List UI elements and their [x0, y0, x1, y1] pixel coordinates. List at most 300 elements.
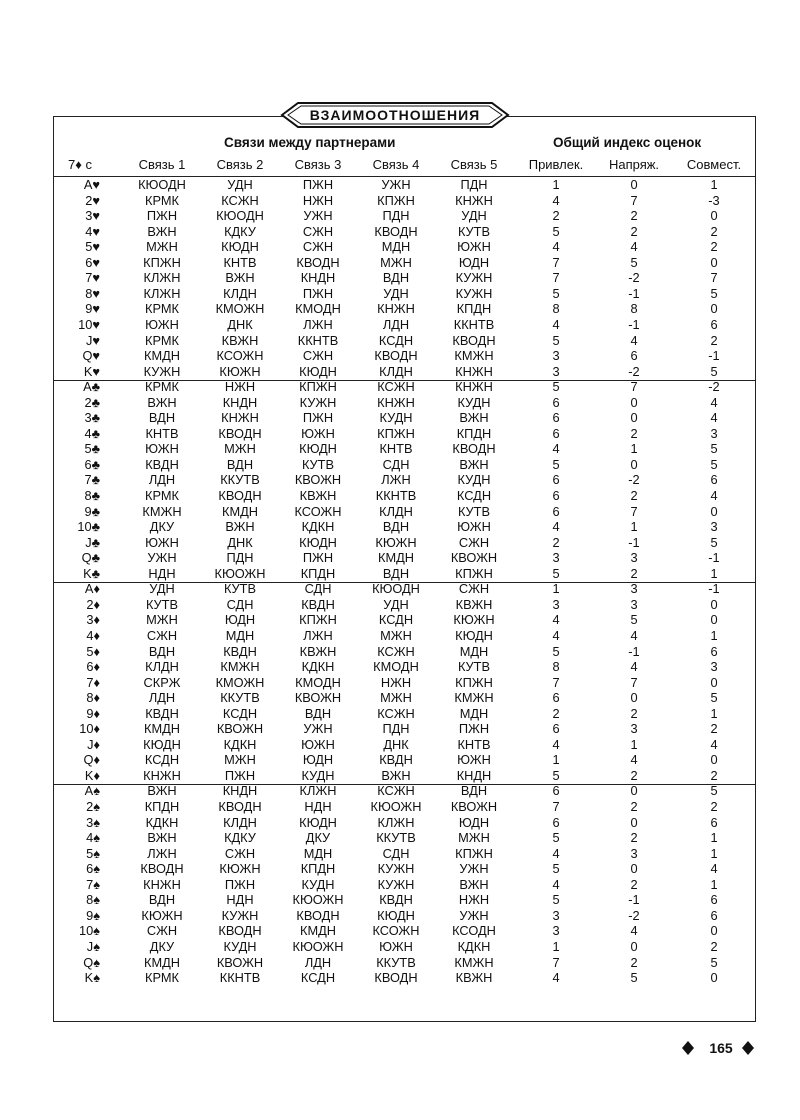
- cell-link5: КВОЖН: [450, 550, 498, 566]
- cell-link3: КВЖН: [299, 643, 337, 659]
- cell-link3: ПЖН: [302, 410, 334, 426]
- cell-link5: КВЖН: [455, 970, 493, 986]
- cell-link2: ВДН: [226, 456, 254, 472]
- cell-card: A♠: [84, 783, 100, 799]
- cell-compatibility: 2: [710, 767, 718, 783]
- cell-link2: КВОЖН: [216, 954, 264, 970]
- cell-link1: КМЖН: [142, 503, 182, 519]
- cell-card: 7♦: [86, 674, 100, 690]
- cell-card: 9♦: [86, 705, 100, 721]
- cell-tension: -2: [628, 363, 640, 379]
- cell-link4: ЛЖН: [381, 472, 411, 488]
- cell-attraction: 3: [552, 550, 560, 566]
- cell-card: 7♣: [84, 472, 100, 488]
- cell-link1: ВЖН: [147, 223, 177, 239]
- cell-link2: ККУТВ: [220, 472, 260, 488]
- cell-link3: КВДН: [301, 596, 335, 612]
- cell-compatibility: 5: [710, 783, 718, 799]
- cell-link1: НДН: [148, 565, 176, 581]
- cell-link2: КДКУ: [224, 830, 256, 846]
- cell-link2: КНДН: [222, 394, 258, 410]
- cell-link4: КСЖН: [377, 705, 415, 721]
- cell-compatibility: 0: [710, 503, 718, 519]
- cell-card: 10♠: [78, 923, 100, 939]
- cell-tension: 0: [630, 410, 638, 426]
- cell-link2: КМОЖН: [215, 674, 265, 690]
- cell-link4: КНТВ: [379, 441, 413, 457]
- cell-tension: 0: [630, 861, 638, 877]
- cell-link3: ККНТВ: [297, 332, 339, 348]
- cell-link3: КСДН: [300, 970, 336, 986]
- cell-link3: КВОДН: [296, 907, 340, 923]
- cell-attraction: 7: [552, 799, 560, 814]
- cell-link4: КСОЖН: [372, 923, 420, 939]
- cell-link1: КЛДН: [145, 659, 179, 675]
- cell-link1: КЮДН: [143, 736, 181, 752]
- cell-compatibility: 1: [710, 876, 718, 892]
- cell-attraction: 4: [552, 441, 560, 457]
- cell-compatibility: 6: [710, 814, 718, 830]
- cell-card: Q♠: [83, 954, 100, 970]
- cell-link5: КУТВ: [457, 659, 491, 675]
- cell-link4: ВЖН: [381, 767, 411, 783]
- cell-attraction: 3: [552, 923, 560, 939]
- cell-link3: КВОЖН: [294, 690, 342, 706]
- cell-compatibility: 2: [710, 721, 718, 737]
- cell-attraction: 4: [552, 627, 560, 643]
- cell-attraction: 2: [552, 534, 560, 550]
- cell-attraction: 6: [552, 410, 560, 426]
- cell-attraction: 5: [552, 379, 560, 395]
- cell-link4: УЖН: [381, 177, 411, 192]
- cell-link1: КЮЖН: [141, 907, 183, 923]
- cell-tension: 6: [630, 348, 638, 364]
- cell-compatibility: 2: [710, 799, 718, 814]
- cell-compatibility: 2: [710, 239, 718, 255]
- cell-attraction: 5: [552, 565, 560, 581]
- cell-attraction: 3: [552, 348, 560, 364]
- cell-link1: ЮЖН: [145, 534, 179, 550]
- cell-card: J♦: [87, 736, 100, 752]
- cell-card: 3♠: [86, 814, 100, 830]
- cell-link4: КНЖН: [377, 394, 415, 410]
- cell-link1: ДКУ: [149, 938, 175, 954]
- cell-link2: КМОЖН: [215, 301, 265, 317]
- cell-link5: КУДН: [457, 394, 491, 410]
- cell-link4: КУЖН: [377, 861, 415, 877]
- cell-attraction: 4: [552, 876, 560, 892]
- cell-card: 9♣: [84, 503, 100, 519]
- cell-attraction: 5: [552, 332, 560, 348]
- cell-link3: НЖН: [302, 192, 334, 208]
- cell-attraction: 5: [552, 861, 560, 877]
- cell-link2: ПДН: [226, 550, 254, 566]
- cell-compatibility: 4: [710, 736, 718, 752]
- col-header-card: 7♦ с: [68, 157, 92, 172]
- cell-card: 6♦: [86, 659, 100, 675]
- cell-link2: КНТВ: [223, 254, 257, 270]
- cell-link5: УЖН: [459, 861, 489, 877]
- cell-compatibility: 6: [710, 892, 718, 908]
- cell-link5: КМЖН: [454, 690, 494, 706]
- cell-link2: ВЖН: [225, 270, 255, 286]
- cell-link5: ВЖН: [459, 876, 489, 892]
- cell-link2: КВОДН: [218, 799, 262, 814]
- cell-link3: ЮДН: [302, 752, 334, 768]
- cell-compatibility: 0: [710, 596, 718, 612]
- cell-link1: ЛДН: [148, 472, 176, 488]
- cell-link5: КПДН: [456, 301, 492, 317]
- cell-attraction: 7: [552, 254, 560, 270]
- cell-tension: 2: [630, 767, 638, 783]
- cell-link1: КЮОДН: [138, 177, 186, 192]
- cell-link2: КЮОДН: [216, 208, 264, 224]
- cell-link4: КСЖН: [377, 783, 415, 799]
- cell-link2: ДНК: [227, 534, 253, 550]
- cell-link2: КДКУ: [224, 223, 256, 239]
- cell-tension: 3: [630, 550, 638, 566]
- cell-link3: НДН: [304, 799, 332, 814]
- cell-link2: ККУТВ: [220, 690, 260, 706]
- cell-compatibility: 5: [710, 456, 718, 472]
- cell-link4: КЮДН: [377, 907, 415, 923]
- cell-link4: ЮЖН: [379, 938, 413, 954]
- cell-link2: КЛДН: [223, 285, 257, 301]
- cell-card: Q♥: [82, 348, 100, 364]
- cell-link5: ЮЖН: [457, 519, 491, 535]
- cell-link4: КВДН: [379, 892, 413, 908]
- cell-tension: 0: [630, 938, 638, 954]
- cell-compatibility: 0: [710, 612, 718, 628]
- cell-link5: КНЖН: [455, 192, 493, 208]
- cell-link2: КУДН: [223, 938, 257, 954]
- cell-link1: ПЖН: [146, 208, 178, 224]
- cell-tension: 4: [630, 627, 638, 643]
- cell-link2: КЮДН: [221, 239, 259, 255]
- cell-tension: 2: [630, 223, 638, 239]
- cell-link2: КМЖН: [220, 659, 260, 675]
- cell-attraction: 2: [552, 705, 560, 721]
- col-header-attraction: Привлек.: [528, 157, 584, 172]
- cell-link3: СДН: [304, 581, 332, 597]
- cell-link3: КДКН: [301, 659, 335, 675]
- cell-card: A♥: [83, 177, 100, 192]
- cell-compatibility: 6: [710, 643, 718, 659]
- cell-link3: КЮДН: [299, 814, 337, 830]
- cell-link4: КЛДН: [379, 503, 413, 519]
- cell-attraction: 6: [552, 690, 560, 706]
- cell-attraction: 2: [552, 208, 560, 224]
- cell-attraction: 4: [552, 316, 560, 332]
- cell-attraction: 6: [552, 721, 560, 737]
- cell-link1: ВДН: [148, 643, 176, 659]
- cell-link2: КЛДН: [223, 814, 257, 830]
- cell-attraction: 4: [552, 192, 560, 208]
- cell-link1: КЛЖН: [143, 285, 181, 301]
- cell-link3: УЖН: [303, 721, 333, 737]
- cell-card: 2♦: [86, 596, 100, 612]
- cell-link3: КУТВ: [301, 456, 335, 472]
- cell-link5: КВОДН: [452, 332, 496, 348]
- cell-link2: ЮДН: [224, 612, 256, 628]
- cell-tension: -2: [628, 472, 640, 488]
- cell-link5: КВОЖН: [450, 799, 498, 814]
- cell-link4: КПЖН: [377, 192, 415, 208]
- cell-link5: КВЖН: [455, 596, 493, 612]
- cell-tension: 1: [630, 519, 638, 535]
- cell-tension: 2: [630, 799, 638, 814]
- cell-link5: КЮЖН: [453, 612, 495, 628]
- cell-attraction: 6: [552, 394, 560, 410]
- cell-link2: КНЖН: [221, 410, 259, 426]
- cell-attraction: 4: [552, 612, 560, 628]
- cell-attraction: 5: [552, 285, 560, 301]
- cell-card: 8♥: [85, 285, 100, 301]
- cell-link2: МЖН: [224, 752, 256, 768]
- cell-attraction: 6: [552, 503, 560, 519]
- cell-attraction: 4: [552, 845, 560, 861]
- cell-link2: КМДН: [221, 503, 259, 519]
- cell-link1: КСДН: [144, 752, 180, 768]
- cell-link5: КУЖН: [455, 285, 493, 301]
- cell-compatibility: 0: [710, 674, 718, 690]
- cell-link3: КМОДН: [295, 301, 341, 317]
- col-header-tension: Напряж.: [608, 157, 660, 172]
- cell-link1: КПЖН: [143, 254, 181, 270]
- cell-card: 5♦: [86, 643, 100, 659]
- cell-link3: КПДН: [300, 861, 336, 877]
- cell-link4: КВОДН: [374, 223, 418, 239]
- links-heading: Связи между партнерами: [224, 135, 396, 150]
- cell-link4: КВОДН: [374, 348, 418, 364]
- cell-compatibility: 2: [710, 332, 718, 348]
- cell-compatibility: 1: [710, 565, 718, 581]
- cell-link4: СДН: [382, 845, 410, 861]
- cell-link4: ВДН: [382, 270, 410, 286]
- cell-link1: ВЖН: [147, 830, 177, 846]
- cell-link2: КСДН: [222, 705, 258, 721]
- cell-link3: КЮДН: [299, 363, 337, 379]
- cell-link4: ПДН: [382, 208, 410, 224]
- cell-link3: КДКН: [301, 519, 335, 535]
- cell-link3: КЮДН: [299, 441, 337, 457]
- cell-link4: КСДН: [378, 612, 414, 628]
- cell-link4: КМДН: [377, 550, 415, 566]
- cell-tension: 2: [630, 488, 638, 503]
- cell-card: 2♥: [85, 192, 100, 208]
- cell-link5: КНЖН: [455, 379, 493, 395]
- cell-link5: ЮДН: [458, 254, 490, 270]
- cell-link3: ЮЖН: [301, 736, 335, 752]
- cell-link4: КЮОЖН: [370, 799, 422, 814]
- cell-card: 4♥: [85, 223, 100, 239]
- cell-link4: КНЖН: [377, 301, 415, 317]
- cell-link1: КПДН: [144, 799, 180, 814]
- cell-card: 8♠: [86, 892, 100, 908]
- cell-link4: ПДН: [382, 721, 410, 737]
- cell-tension: 2: [630, 208, 638, 224]
- cell-link1: МЖН: [146, 239, 178, 255]
- cell-link1: КРМК: [145, 970, 179, 986]
- cell-link4: ВДН: [382, 565, 410, 581]
- cell-compatibility: 0: [710, 254, 718, 270]
- cell-compatibility: 5: [710, 954, 718, 970]
- cell-link2: КНДН: [222, 783, 258, 799]
- cell-link4: КУЖН: [377, 876, 415, 892]
- cell-tension: 4: [630, 752, 638, 768]
- cell-link3: КУДН: [301, 767, 335, 783]
- cell-card: 6♠: [86, 861, 100, 877]
- cell-card: K♦: [84, 767, 100, 783]
- cell-compatibility: 5: [710, 441, 718, 457]
- cell-link5: ЮЖН: [457, 239, 491, 255]
- cell-link2: СЖН: [224, 845, 256, 861]
- cell-card: 2♣: [84, 394, 100, 410]
- cell-compatibility: 3: [710, 425, 718, 441]
- cell-link3: КЮДН: [299, 534, 337, 550]
- cell-link2: КВОДН: [218, 488, 262, 503]
- cell-card: 7♥: [85, 270, 100, 286]
- cell-tension: 0: [630, 456, 638, 472]
- cell-link1: КРМК: [145, 332, 179, 348]
- cell-link4: ККНТВ: [375, 488, 417, 503]
- cell-attraction: 5: [552, 892, 560, 908]
- cell-link2: ПЖН: [224, 767, 256, 783]
- cell-card: Q♦: [83, 752, 100, 768]
- cell-link1: КУТВ: [145, 596, 179, 612]
- cell-tension: 4: [630, 332, 638, 348]
- cell-compatibility: 1: [710, 627, 718, 643]
- cell-link1: КНЖН: [143, 876, 181, 892]
- cell-link4: ККУТВ: [376, 830, 416, 846]
- cell-link1: КРМК: [145, 301, 179, 317]
- cell-link5: КПЖН: [455, 565, 493, 581]
- cell-attraction: 4: [552, 970, 560, 986]
- cell-link2: ККНТВ: [219, 970, 261, 986]
- cell-tension: 0: [630, 394, 638, 410]
- cell-attraction: 4: [552, 239, 560, 255]
- cell-link1: КРМК: [145, 192, 179, 208]
- cell-link4: УДН: [383, 285, 409, 301]
- cell-compatibility: -3: [708, 192, 720, 208]
- cell-link2: СДН: [226, 596, 254, 612]
- cell-link5: КЮДН: [455, 627, 493, 643]
- cell-link5: ККНТВ: [453, 316, 495, 332]
- page-number: 165: [709, 1040, 733, 1056]
- cell-link1: КНЖН: [143, 767, 181, 783]
- cell-link2: КУЖН: [221, 907, 259, 923]
- cell-tension: 3: [630, 581, 638, 597]
- cell-tension: 0: [630, 814, 638, 830]
- cell-link5: КСДН: [456, 488, 492, 503]
- cell-link3: КВОЖН: [294, 472, 342, 488]
- cell-link3: КМОДН: [295, 674, 341, 690]
- cell-link1: ЮЖН: [145, 441, 179, 457]
- cell-link3: ЛДН: [304, 954, 332, 970]
- cell-link1: КВДН: [145, 705, 179, 721]
- cell-link5: КСОДН: [452, 923, 496, 939]
- cell-link2: КСЖН: [221, 192, 259, 208]
- cell-link1: ВДН: [148, 410, 176, 426]
- cell-tension: 2: [630, 705, 638, 721]
- cell-link3: КЛЖН: [299, 783, 337, 799]
- cell-card: J♣: [85, 534, 100, 550]
- cell-card: 4♣: [84, 425, 100, 441]
- cell-link4: НЖН: [380, 674, 412, 690]
- cell-card: 8♦: [86, 690, 100, 706]
- cell-link3: КМДН: [299, 923, 337, 939]
- cell-compatibility: 1: [710, 830, 718, 846]
- cell-link2: КВОЖН: [216, 721, 264, 737]
- cell-compatibility: 3: [710, 519, 718, 535]
- cell-link4: МЖН: [380, 690, 412, 706]
- cell-tension: 5: [630, 970, 638, 986]
- cell-link3: СЖН: [302, 223, 334, 239]
- cell-compatibility: 2: [710, 223, 718, 239]
- cell-tension: -1: [628, 316, 640, 332]
- cell-link3: КВЖН: [299, 488, 337, 503]
- cell-tension: 2: [630, 565, 638, 581]
- cell-compatibility: 1: [710, 177, 718, 192]
- cell-compatibility: -1: [708, 581, 720, 597]
- cell-link4: МДН: [381, 239, 411, 255]
- cell-attraction: 5: [552, 223, 560, 239]
- cell-tension: 2: [630, 830, 638, 846]
- cell-link5: МДН: [459, 705, 489, 721]
- cell-tension: 3: [630, 845, 638, 861]
- cell-tension: 7: [630, 192, 638, 208]
- cell-compatibility: 5: [710, 363, 718, 379]
- cell-link5: КВОДН: [452, 441, 496, 457]
- cell-card: A♦: [84, 581, 100, 597]
- cell-card: 4♠: [86, 830, 100, 846]
- cell-link1: СЖН: [146, 627, 178, 643]
- cell-link5: КУТВ: [457, 503, 491, 519]
- cell-tension: 7: [630, 503, 638, 519]
- cell-link2: МЖН: [224, 441, 256, 457]
- cell-link2: КСОЖН: [216, 348, 264, 364]
- cell-tension: -2: [628, 907, 640, 923]
- cell-link3: КПЖН: [299, 379, 337, 395]
- cell-link1: ЛЖН: [147, 845, 177, 861]
- cell-tension: 2: [630, 954, 638, 970]
- cell-card: K♠: [84, 970, 100, 986]
- cell-link2: КЮЖН: [219, 363, 261, 379]
- cell-link4: ДНК: [383, 736, 409, 752]
- cell-link5: УЖН: [459, 907, 489, 923]
- cell-link3: ЮЖН: [301, 425, 335, 441]
- cell-link5: УДН: [461, 208, 487, 224]
- cell-compatibility: 0: [710, 208, 718, 224]
- cell-card: 2♠: [86, 799, 100, 814]
- cell-tension: 0: [630, 177, 638, 192]
- cell-attraction: 6: [552, 472, 560, 488]
- cell-link2: КУТВ: [223, 581, 257, 597]
- cell-link1: ВЖН: [147, 394, 177, 410]
- cell-link5: КУЖН: [455, 270, 493, 286]
- cell-link4: СДН: [382, 456, 410, 472]
- cell-card: K♣: [83, 565, 100, 581]
- cell-link1: МЖН: [146, 612, 178, 628]
- cell-compatibility: 4: [710, 488, 718, 503]
- cell-card: 3♦: [86, 612, 100, 628]
- cell-tension: 1: [630, 441, 638, 457]
- cell-card: J♥: [86, 332, 100, 348]
- cell-link2: МДН: [225, 627, 255, 643]
- cell-compatibility: 5: [710, 534, 718, 550]
- cell-link4: КЛЖН: [377, 814, 415, 830]
- cell-attraction: 6: [552, 425, 560, 441]
